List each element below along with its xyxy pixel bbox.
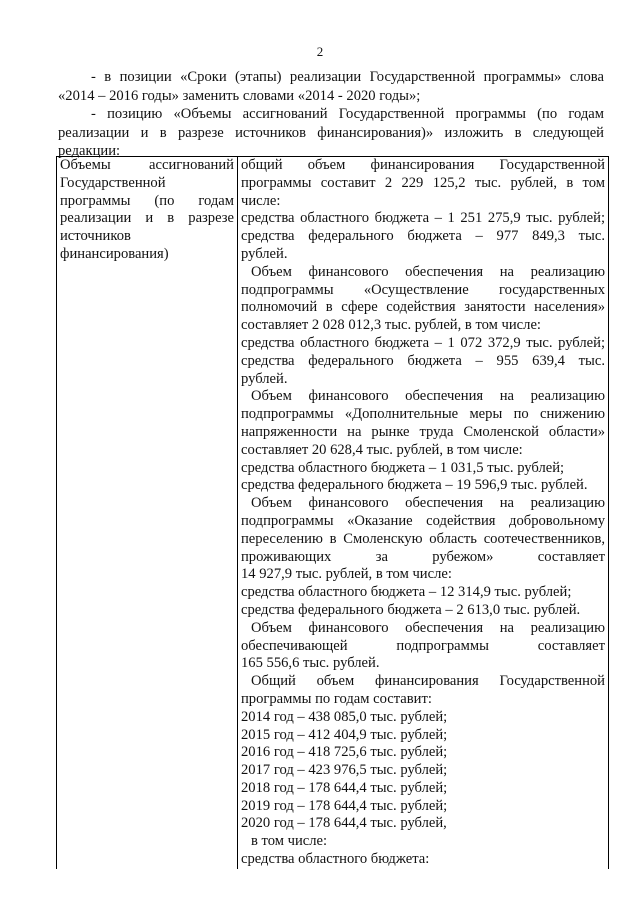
content-line: 2019 год – 178 644,4 тыс. рублей; bbox=[241, 797, 448, 814]
table-row bbox=[57, 157, 609, 869]
position-name-cell bbox=[57, 157, 238, 869]
content-line: программы составит 2 229 125,2 тыс. рублей, в том bbox=[241, 174, 605, 191]
content-line: 2018 год – 178 644,4 тыс. рублей; bbox=[241, 779, 448, 796]
left-line: программы (по годам bbox=[60, 192, 234, 209]
content-line: подпрограммы «Осуществление государственных bbox=[241, 281, 605, 298]
position-content-cell bbox=[238, 157, 609, 869]
intro-text bbox=[58, 68, 604, 161]
left-line: источников bbox=[60, 228, 131, 245]
content-line: рублей. bbox=[241, 245, 288, 262]
content-line: средства федерального бюджета – 977 849,3 тыс. bbox=[241, 228, 605, 245]
content-line: Объем финансового обеспечения на реализацию bbox=[251, 263, 605, 280]
left-line: Государственной bbox=[60, 174, 166, 191]
content-line: в том числе: bbox=[251, 833, 328, 850]
content-line: Объем финансового обеспечения на реализацию bbox=[251, 388, 605, 405]
content-line: напряженности на рынке труда Смоленской области» bbox=[241, 423, 605, 440]
left-line: реализации и в разрезе bbox=[60, 210, 234, 227]
left-line: финансирования) bbox=[60, 245, 169, 262]
content-line: общий объем финансирования Государственной bbox=[241, 157, 605, 173]
content-line: Объем финансового обеспечения на реализацию bbox=[251, 495, 605, 512]
intro-paragraph-1: - в позиции «Сроки (этапы) реализации Государственной программы» слова «2014 – 2016 годы» заменить словами «2014 - 2020 годы»; bbox=[58, 69, 604, 104]
content-line: переселению в Смоленскую область соотечественников, bbox=[241, 530, 605, 547]
content-line: подпрограммы «Оказание содействия добровольному bbox=[241, 512, 605, 529]
content-line: обеспечивающей подпрограммы составляет bbox=[241, 637, 605, 654]
content-line: средства федерального бюджета – 19 596,9 тыс. рублей. bbox=[241, 477, 588, 494]
content-line: 2015 год – 412 404,9 тыс. рублей; bbox=[241, 726, 448, 743]
content-line: составляет 20 628,4 тыс. рублей, в том числе: bbox=[241, 441, 523, 458]
content-line: средства областного бюджета – 12 314,9 тыс. рублей; bbox=[241, 584, 572, 601]
content-line: 2014 год – 438 085,0 тыс. рублей; bbox=[241, 708, 448, 725]
content-line: 14 927,9 тыс. рублей, в том числе: bbox=[241, 566, 452, 583]
content-line: Объем финансового обеспечения на реализацию bbox=[251, 619, 605, 636]
content-line: средства областного бюджета – 1 251 275,9 тыс. рублей; bbox=[241, 210, 605, 227]
content-line: Общий объем финансирования Государственной bbox=[251, 673, 605, 690]
page-number: 2 bbox=[316, 44, 324, 59]
content-line: 165 556,6 тыс. рублей. bbox=[241, 655, 380, 672]
content-line: полномочий в сфере содействия занятости населения» bbox=[241, 299, 605, 316]
content-line: рублей. bbox=[241, 370, 288, 387]
content-line: средства областного бюджета: bbox=[241, 851, 430, 868]
content-line: средства областного бюджета – 1 031,5 тыс. рублей; bbox=[241, 459, 565, 476]
content-line: программы по годам составит: bbox=[241, 690, 432, 707]
content-line: подпрограммы «Дополнительные меры по снижению bbox=[241, 406, 605, 423]
content-line: средства федерального бюджета – 2 613,0 тыс. рублей. bbox=[241, 601, 581, 618]
content-line: проживающих за рубежом» составляет bbox=[241, 548, 605, 565]
program-funding-table bbox=[56, 156, 609, 869]
content-line: 2020 год – 178 644,4 тыс. рублей, bbox=[241, 815, 447, 832]
content-line: средства областного бюджета – 1 072 372,9 тыс. рублей; bbox=[241, 334, 605, 351]
content-line: составляет 2 028 012,3 тыс. рублей, в том числе: bbox=[241, 317, 541, 334]
left-line: Объемы ассигнований bbox=[60, 157, 234, 173]
content-line: 2017 год – 423 976,5 тыс. рублей; bbox=[241, 762, 448, 779]
content-line: средства федерального бюджета – 955 639,4 тыс. bbox=[241, 352, 605, 369]
content-line: числе: bbox=[241, 192, 281, 209]
content-line: 2016 год – 418 725,6 тыс. рублей; bbox=[241, 744, 448, 761]
intro-paragraph-2: - позицию «Объемы ассигнований Государственной программы (по годам реализации и в разрезе источников финансирования)» изложить в следующей редакции: bbox=[58, 106, 604, 159]
